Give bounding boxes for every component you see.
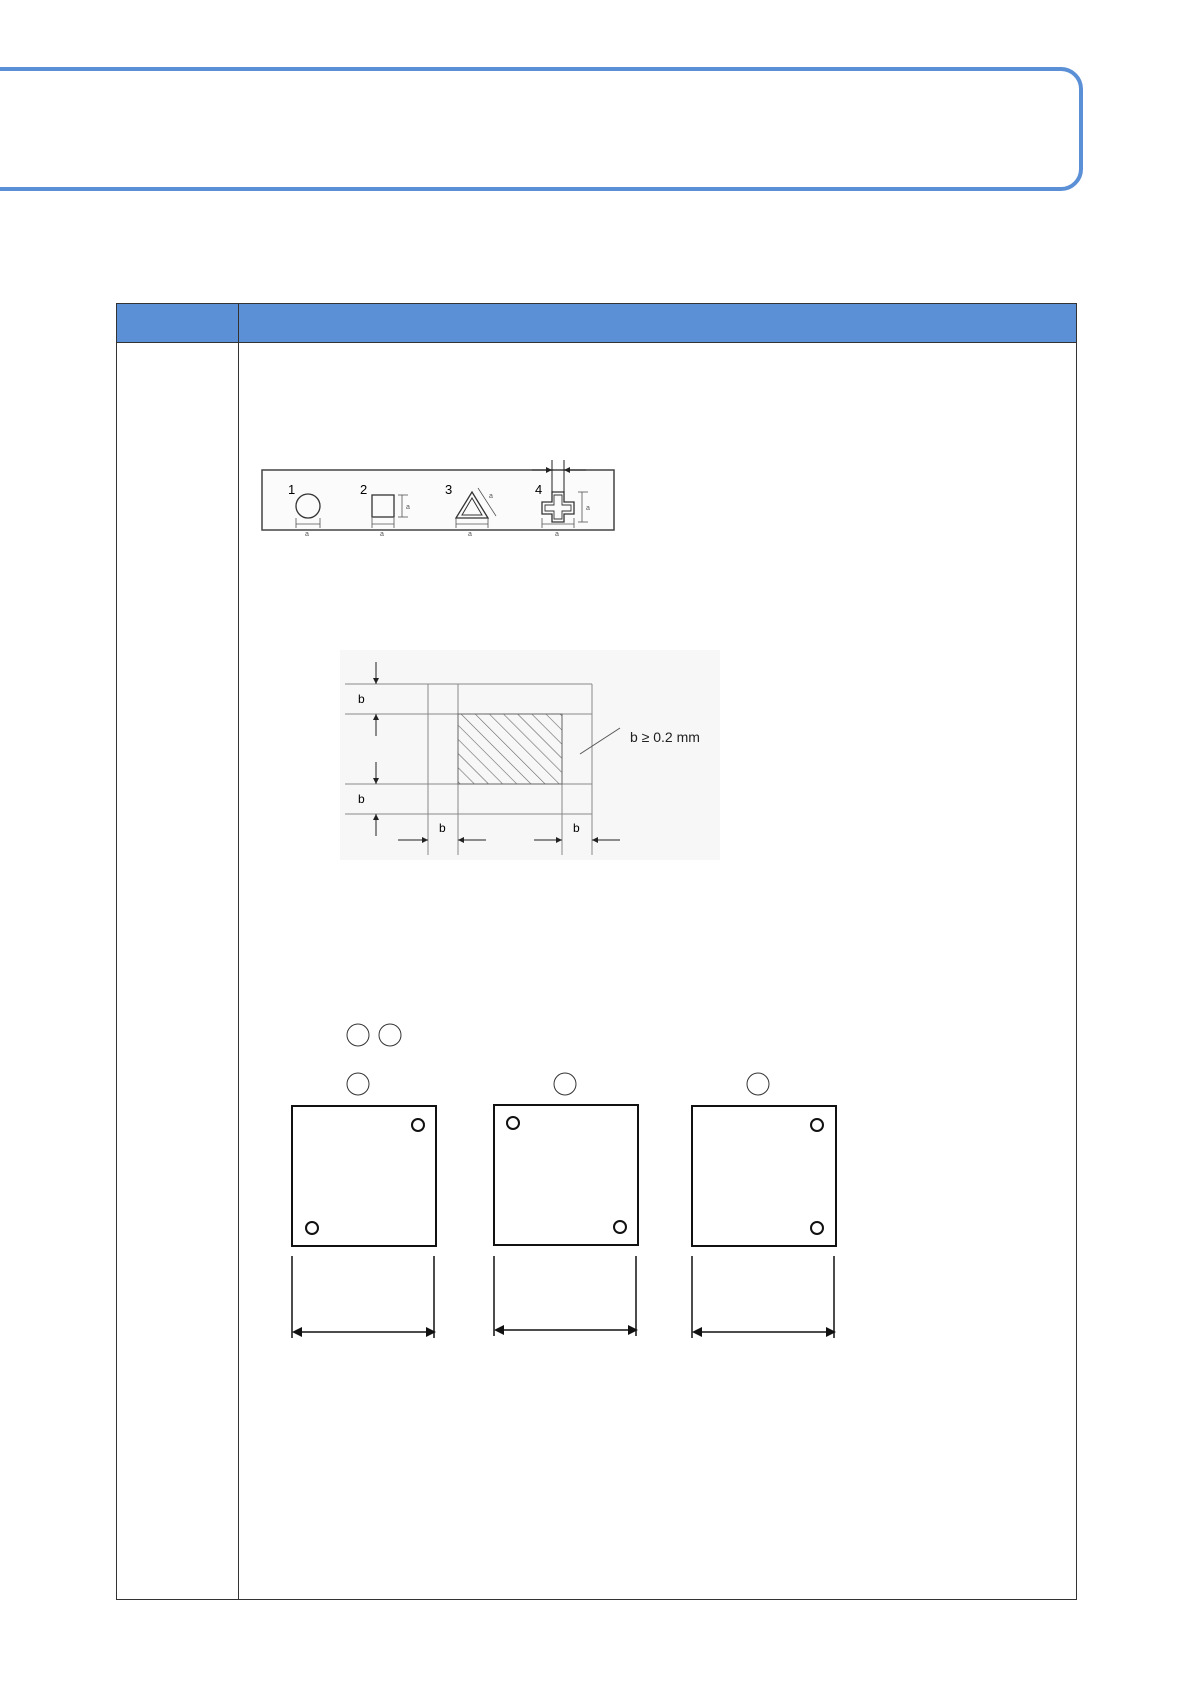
hatched-clearance-diagram <box>340 650 720 860</box>
shape-number-1: 1 <box>288 482 296 497</box>
hatched-region <box>458 714 562 784</box>
board-2 <box>494 1105 638 1245</box>
dim-label-b: b <box>573 821 580 835</box>
fiducial-hole <box>811 1119 823 1131</box>
marker-circle <box>554 1073 576 1095</box>
column-divider <box>238 304 239 1599</box>
dim-label-a: a <box>555 531 559 538</box>
marker-circle <box>347 1024 369 1046</box>
marker-circle <box>379 1024 401 1046</box>
board-3 <box>692 1106 836 1246</box>
dim-label-b: b <box>358 792 365 806</box>
dim-label-a: a <box>586 505 590 512</box>
shape-strip-diagram <box>260 458 620 540</box>
dim-label-a: a <box>305 531 309 538</box>
dim-label-a: a <box>489 493 493 500</box>
board-1 <box>292 1106 436 1246</box>
clearance-note: b ≥ 0.2 mm <box>630 729 700 745</box>
dim-label-a: a <box>468 531 472 538</box>
fiducial-hole <box>412 1119 424 1131</box>
fiducial-hole <box>306 1222 318 1234</box>
fiducial-hole <box>811 1222 823 1234</box>
marker-circle <box>747 1073 769 1095</box>
fiducial-hole <box>507 1117 519 1129</box>
dim-label-a: a <box>406 504 410 511</box>
fiducial-layout-diagram <box>270 1010 850 1350</box>
shape-number-2: 2 <box>360 482 368 497</box>
header-banner <box>0 67 1083 191</box>
dim-label-b: b <box>439 821 446 835</box>
shape-number-4: 4 <box>535 482 543 497</box>
dim-label-b: b <box>358 692 365 706</box>
dim-label-a: a <box>380 531 384 538</box>
shape-number-3: 3 <box>445 482 453 497</box>
table-header-row <box>117 304 1076 343</box>
fiducial-hole <box>614 1221 626 1233</box>
marker-circle <box>347 1073 369 1095</box>
